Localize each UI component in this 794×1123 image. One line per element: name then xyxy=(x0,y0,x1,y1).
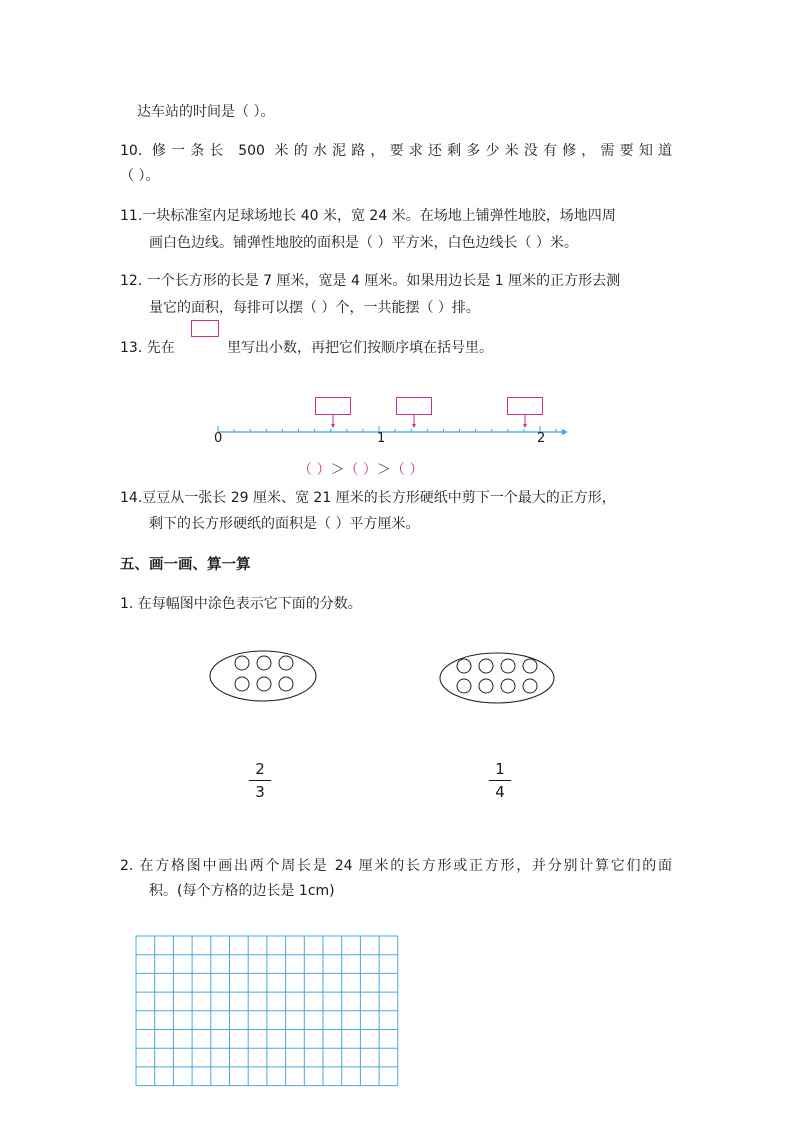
pointer-arrow xyxy=(523,424,527,428)
fraction-one-quarter xyxy=(485,760,515,801)
section-title: 五、画一画、算一算 xyxy=(120,557,251,573)
order-answers xyxy=(298,459,423,479)
circle-to-color xyxy=(523,659,537,673)
p2-line1: 2. 在方格图中画出两个周长是 24 厘米的长方形或正方形，并分别计算它们的面 xyxy=(120,858,672,874)
q11-line1: 11.一块标准室内足球场地长 40 米，宽 24 米。在场地上铺弹性地胶，场地四周 xyxy=(120,208,616,224)
q12-line2: 量它的面积，每排可以摆（ ）个，一共能摆（ ）排。 xyxy=(149,300,480,316)
circle-to-color xyxy=(501,679,515,693)
q14-line2: 剩下的长方形硬纸的面积是（ ）平方厘米。 xyxy=(149,516,420,532)
q10-line2: （ ）。 xyxy=(120,168,160,184)
circle-to-color xyxy=(457,659,471,673)
circle-to-color xyxy=(257,677,271,691)
fraction-denominator: 3 xyxy=(255,783,265,801)
circle-to-color xyxy=(501,659,515,673)
pointer-arrow xyxy=(412,424,416,428)
fraction-numerator: 2 xyxy=(255,760,265,778)
circle-to-color xyxy=(279,677,293,691)
oval-left xyxy=(210,651,316,701)
q13-prefix: 13. 先在 xyxy=(120,340,175,356)
p2-line2: 积。(每个方格的边长是 1cm) xyxy=(149,883,335,899)
fraction-bar xyxy=(489,780,511,781)
answer-box-3[interactable] xyxy=(507,397,543,415)
oval-right xyxy=(440,653,554,703)
square-grid[interactable] xyxy=(136,936,398,1086)
fraction-numerator: 1 xyxy=(495,760,505,778)
circle-to-color xyxy=(235,656,249,670)
order-paren-3[interactable]: （ ） xyxy=(390,462,424,478)
circle-to-color xyxy=(457,679,471,693)
number-line xyxy=(218,415,568,435)
tick-label-1: 1 xyxy=(377,431,386,446)
tick-label-2: 2 xyxy=(537,431,546,446)
tick-label-0: 0 xyxy=(214,431,223,446)
p1-text: 1. 在每幅图中涂色表示它下面的分数。 xyxy=(120,596,362,612)
circle-to-color xyxy=(479,659,493,673)
greater-than-1: ＞ xyxy=(330,462,345,478)
q9-continuation: 达车站的时间是（ ）。 xyxy=(137,104,275,120)
circle-to-color xyxy=(479,679,493,693)
fraction-two-thirds xyxy=(245,760,275,801)
circle-to-color xyxy=(523,679,537,693)
fraction-denominator: 4 xyxy=(495,783,505,801)
greater-than-2: ＞ xyxy=(376,462,391,478)
fraction-bar xyxy=(249,780,271,781)
order-paren-1[interactable]: （ ） xyxy=(298,462,331,478)
oval-figures xyxy=(210,651,554,703)
q13-suffix: 里写出小数，再把它们按顺序填在括号里。 xyxy=(227,340,493,356)
answer-box-2[interactable] xyxy=(396,397,432,415)
circle-to-color xyxy=(257,656,271,670)
circle-to-color xyxy=(279,656,293,670)
q10-line1: 10. 修一条长 500 米的水泥路，要求还剩多少米没有修，需要知道 xyxy=(120,143,672,159)
number-line-arrow xyxy=(562,429,568,435)
order-paren-2[interactable]: （ ） xyxy=(344,462,377,478)
q14-line1: 14.豆豆从一张长 29 厘米、宽 21 厘米的长方形硬纸中剪下一个最大的正方形， xyxy=(120,490,616,506)
pointer-arrow xyxy=(331,424,335,428)
q12-line1: 12. 一个长方形的长是 7 厘米，宽是 4 厘米。如果用边长是 1 厘米的正方形去测 xyxy=(120,273,621,289)
answer-box-1[interactable] xyxy=(315,397,351,415)
q11-line2: 画白色边线。铺弹性地胶的面积是（ ）平方米，白色边线长（ ）米。 xyxy=(149,235,578,251)
circle-to-color xyxy=(235,677,249,691)
